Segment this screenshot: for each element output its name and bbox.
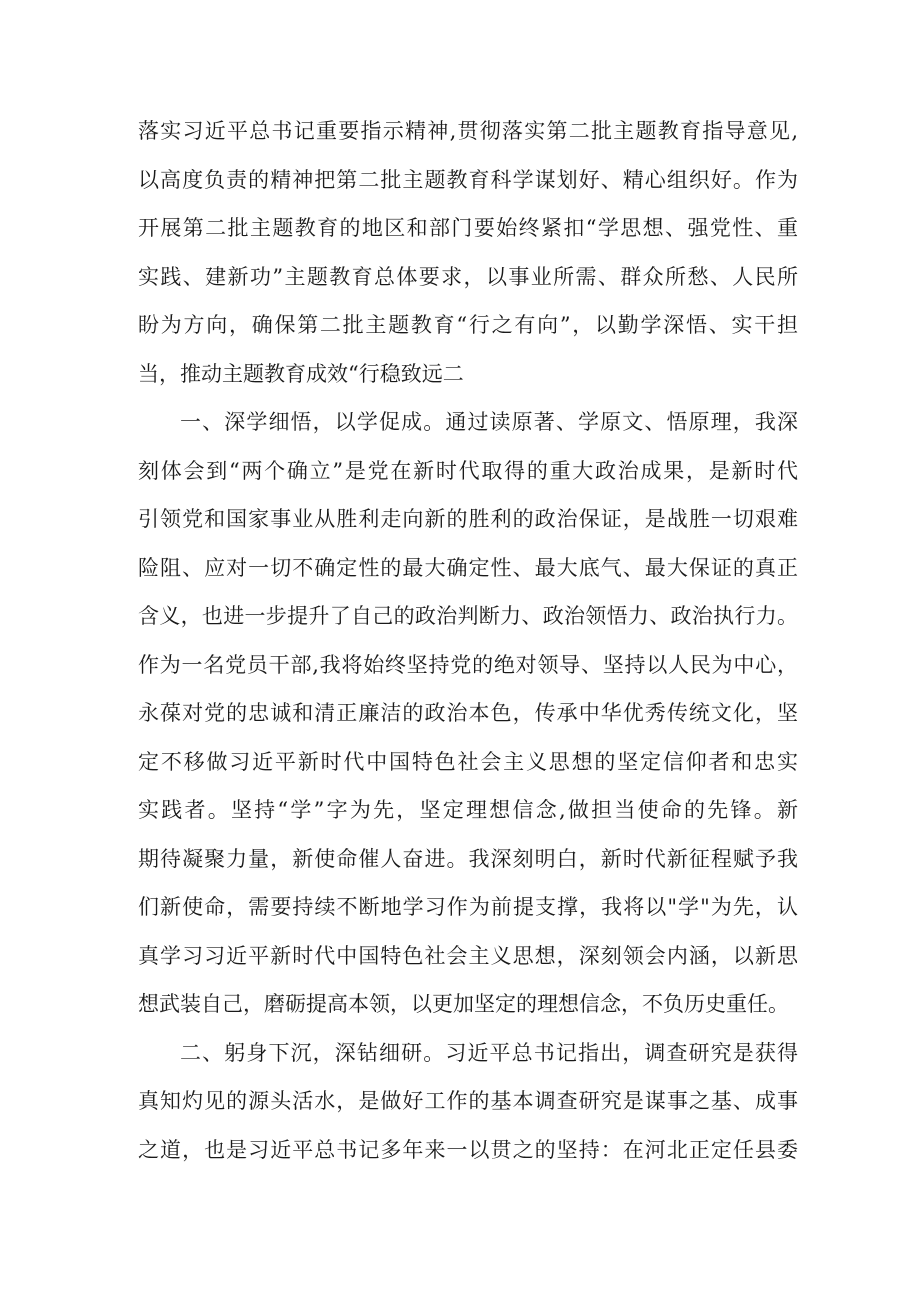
text-line: 实践、建新功”主题教育总体要求，以事业所需、群众所愁、人民所 — [138, 264, 798, 289]
text-line: 当，推动主题教育成效“行稳致远二 — [138, 361, 464, 386]
text-line: 作为一名党员干部,我将始终坚持党的绝对领导、坚持以人民为中心， — [138, 652, 798, 677]
text-line: 们新使命，需要持续不断地学习作为前提支撑，我将以"学"为先，认 — [138, 895, 798, 919]
text-line: 盼为方向，确保第二批主题教育“行之有向”，以勤学深悟、实干担 — [138, 313, 798, 337]
text-line: 永葆对党的忠诚和清正廉洁的政治本色，传承中华优秀传统文化，坚 — [138, 701, 798, 725]
text-line: 引领党和国家事业从胜利走向新的胜利的政治保证，是战胜一切艰难 — [138, 507, 798, 531]
text-line: 开展第二批主题教育的地区和部门要始终紧扣“学思想、强党性、重 — [138, 216, 798, 240]
text-line: 以高度负责的精神把第二批主题教育科学谋划好、精心组织好。作为 — [138, 167, 798, 192]
paragraph-heading-line: 二、躬身下沉，深钻细研。习近平总书记指出，调查研究是获得 — [180, 1040, 798, 1065]
text-line: 想武装自己，磨砺提高本领，以更加坚定的理想信念，不负历史重任。 — [138, 992, 789, 1016]
text-line: 落实习近平总书记重要指示精神,贯彻落实第二批主题教育指导意见, — [138, 119, 798, 143]
text-line: 真知灼见的源头活水，是做好工作的基本调查研究是谋事之基、成事 — [138, 1089, 798, 1113]
text-line: 真学习习近平新时代中国特色社会主义思想，深刻领会内涵，以新思 — [138, 943, 798, 968]
text-line: 含义，也进一步提升了自己的政治判断力、政治领悟力、政治执行力。 — [138, 604, 798, 628]
text-line: 实践者。坚持“学”字为先，坚定理想信念,做担当使命的先锋。新 — [138, 798, 798, 822]
text-line: 期待凝聚力量，新使命催人奋进。我深刻明白，新时代新征程赋予我 — [138, 846, 798, 871]
text-line: 之道，也是习近平总书记多年来一以贯之的坚持：在河北正定任县委 — [138, 1137, 798, 1162]
paragraph-heading-line: 一、深学细悟，以学促成。通过读原著、学原文、悟原理，我深 — [180, 410, 798, 434]
text-line: 险阻、应对一切不确定性的最大确定性、最大底气、最大保证的真正 — [138, 555, 798, 580]
text-line: 定不移做习近平新时代中国特色社会主义思想的坚定信仰者和忠实 — [138, 749, 798, 774]
text-line: 刻体会到“两个确立”是党在新时代取得的重大政治成果，是新时代 — [138, 458, 798, 483]
document-body — [138, 107, 798, 1174]
